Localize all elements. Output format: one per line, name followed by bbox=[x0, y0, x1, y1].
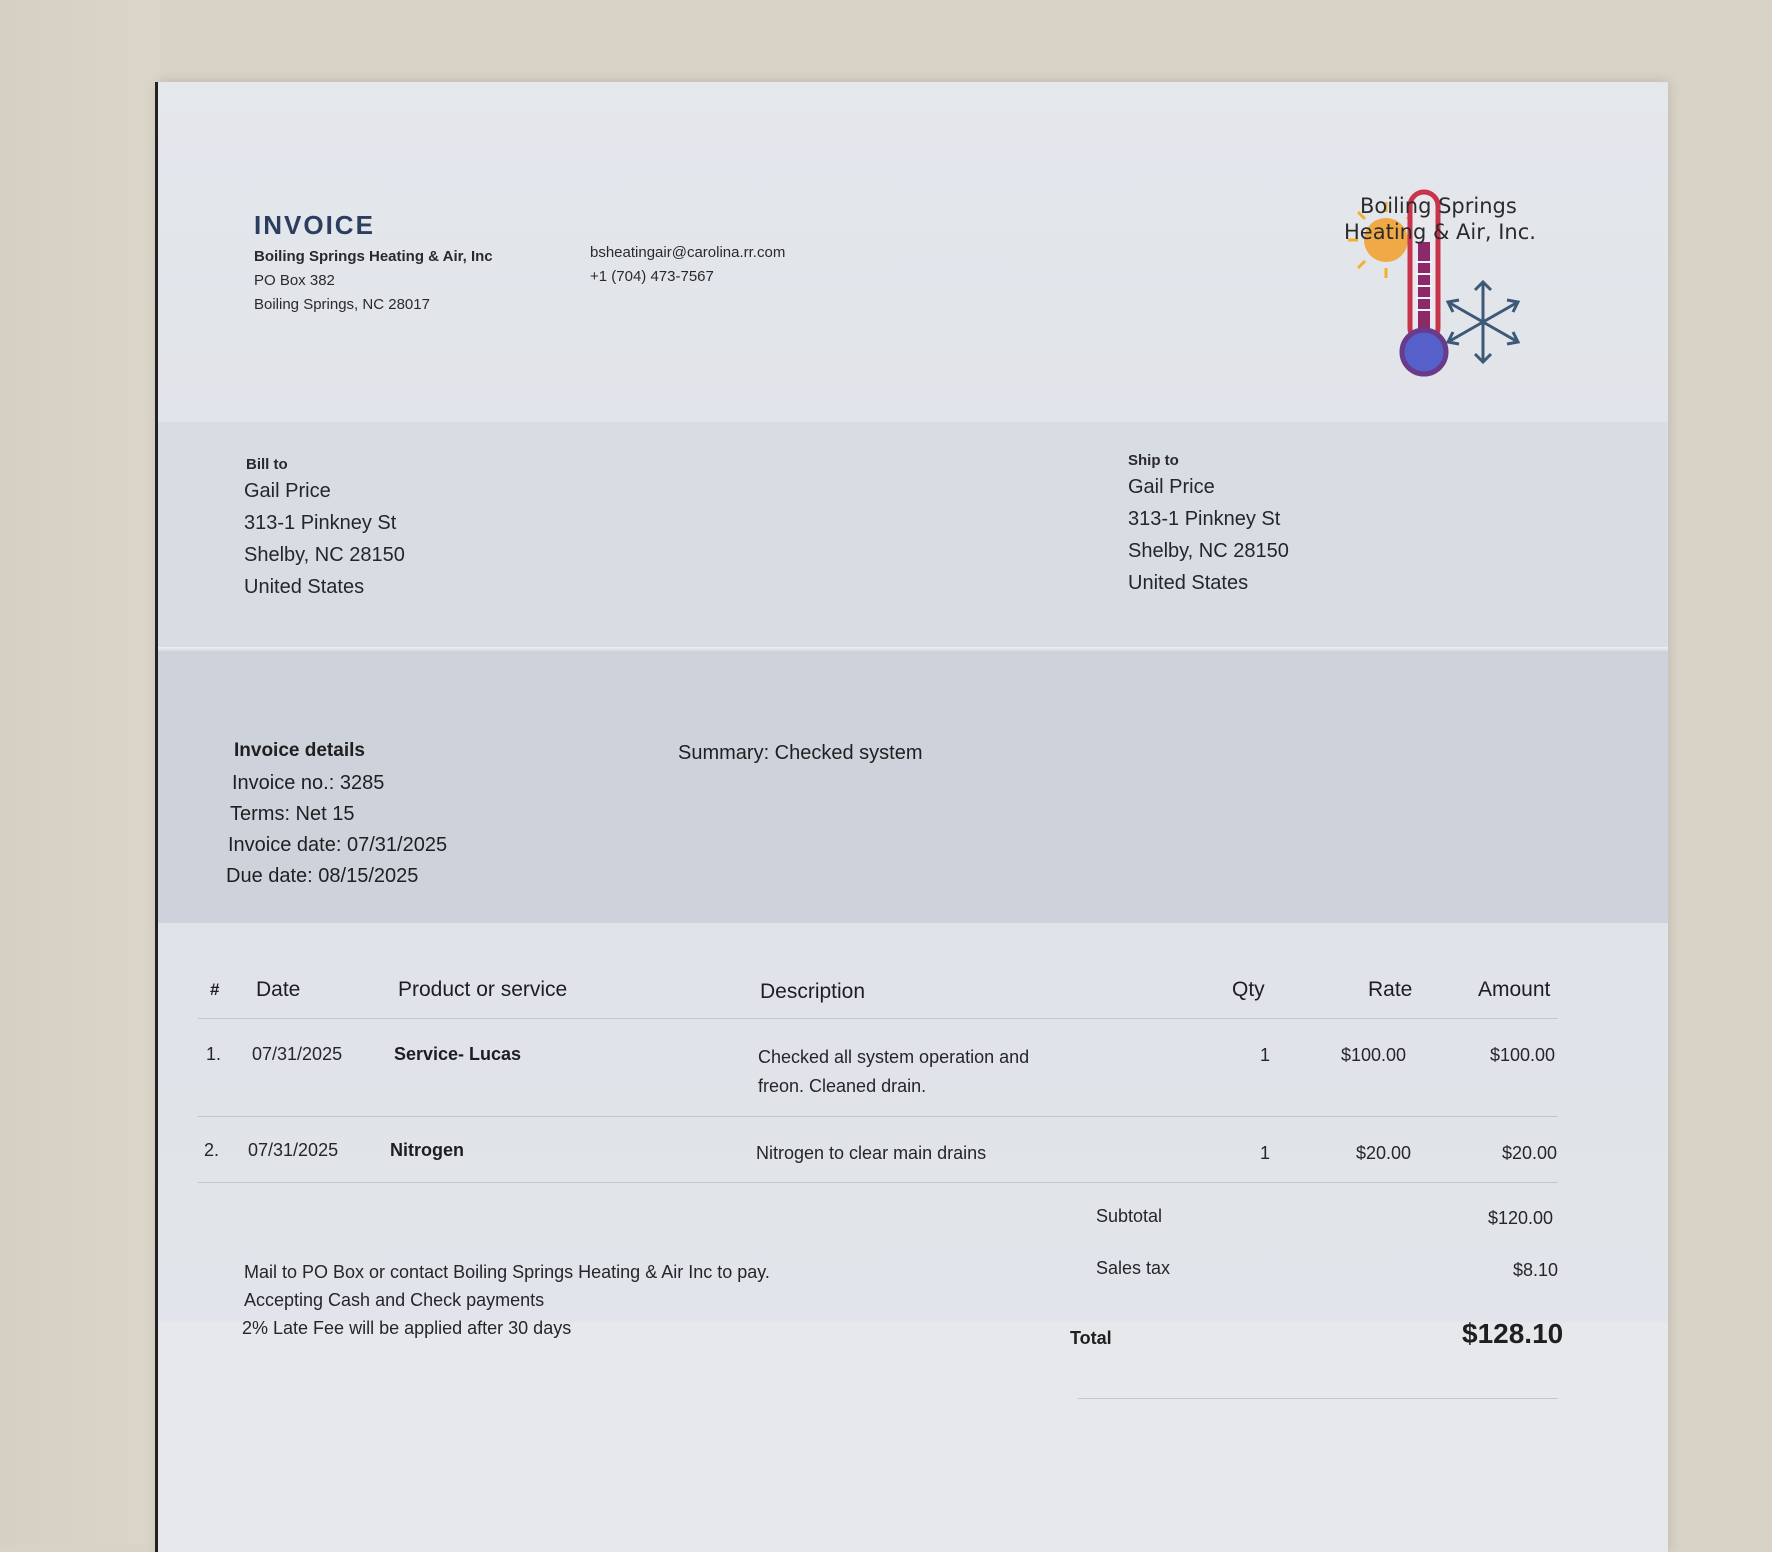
col-header-product: Product or service bbox=[398, 978, 568, 1001]
table-row-rule bbox=[198, 1182, 1558, 1183]
subtotal-value: $120.00 bbox=[1488, 1208, 1554, 1228]
invoice-details-heading: Invoice details bbox=[234, 740, 365, 761]
total-value: $128.10 bbox=[1462, 1318, 1564, 1349]
sales-tax-label: Sales tax bbox=[1096, 1258, 1171, 1278]
row2-product: Nitrogen bbox=[390, 1140, 464, 1160]
row2-amount: $20.00 bbox=[1502, 1143, 1558, 1163]
sales-tax-value: $8.10 bbox=[1513, 1260, 1559, 1280]
bill-to-street: 313-1 Pinkney St bbox=[244, 512, 397, 534]
invoice-number: Invoice no.: 3285 bbox=[232, 772, 385, 794]
invoice-title: INVOICE bbox=[254, 210, 375, 240]
company-address-line2: Boiling Springs, NC 28017 bbox=[254, 296, 430, 313]
total-rule bbox=[1078, 1398, 1558, 1399]
row2-date: 07/31/2025 bbox=[248, 1140, 339, 1160]
company-phone: +1 (704) 473-7567 bbox=[590, 268, 714, 285]
row1-qty: 1 bbox=[1260, 1045, 1271, 1065]
row1-description-line1: Checked all system operation and bbox=[758, 1047, 1030, 1067]
ship-to-label: Ship to bbox=[1128, 452, 1179, 469]
logo-text-line1: Boiling Springs bbox=[1360, 194, 1517, 218]
invoice-date: Invoice date: 07/31/2025 bbox=[228, 834, 448, 856]
row2-qty: 1 bbox=[1260, 1143, 1271, 1163]
payment-note-line3: 2% Late Fee will be applied after 30 days bbox=[242, 1318, 572, 1338]
bill-to-country: United States bbox=[244, 576, 365, 598]
invoice-summary: Summary: Checked system bbox=[678, 742, 923, 764]
row1-rate: $100.00 bbox=[1341, 1045, 1407, 1065]
due-date: Due date: 08/15/2025 bbox=[226, 865, 419, 887]
col-header-rate: Rate bbox=[1368, 978, 1413, 1001]
bill-to-city: Shelby, NC 28150 bbox=[244, 544, 405, 566]
ship-to-country: United States bbox=[1128, 572, 1249, 594]
invoice-terms: Terms: Net 15 bbox=[230, 803, 355, 825]
invoice-page bbox=[158, 82, 1668, 1552]
company-email: bsheatingair@carolina.rr.com bbox=[590, 244, 786, 261]
company-address-line1: PO Box 382 bbox=[254, 272, 335, 289]
total-label: Total bbox=[1070, 1328, 1112, 1348]
col-header-num: # bbox=[210, 980, 220, 999]
ship-to-city: Shelby, NC 28150 bbox=[1128, 540, 1289, 562]
table-header-rule bbox=[198, 1018, 1558, 1019]
company-name: Boiling Springs Heating & Air, Inc bbox=[254, 248, 493, 265]
row1-date: 07/31/2025 bbox=[252, 1044, 343, 1064]
col-header-description: Description bbox=[760, 980, 866, 1003]
col-header-qty: Qty bbox=[1232, 978, 1265, 1001]
bill-to-label: Bill to bbox=[246, 456, 288, 473]
row2-rate: $20.00 bbox=[1356, 1143, 1412, 1163]
bill-to-name: Gail Price bbox=[244, 480, 331, 502]
row1-product: Service- Lucas bbox=[394, 1044, 522, 1064]
subtotal-label: Subtotal bbox=[1096, 1206, 1163, 1226]
ship-to-name: Gail Price bbox=[1128, 476, 1215, 498]
col-header-date: Date bbox=[256, 978, 301, 1001]
lower-band bbox=[158, 1322, 1668, 1552]
row1-amount: $100.00 bbox=[1490, 1045, 1556, 1065]
row2-description-line1: Nitrogen to clear main drains bbox=[756, 1143, 987, 1163]
row1-description-line2: freon. Cleaned drain. bbox=[758, 1076, 927, 1096]
logo-text-line2: Heating & Air, Inc. bbox=[1344, 220, 1536, 244]
table-row-rule bbox=[198, 1116, 1558, 1117]
company-logo bbox=[1328, 182, 1558, 382]
ship-to-street: 313-1 Pinkney St bbox=[1128, 508, 1281, 530]
payment-note-line2: Accepting Cash and Check payments bbox=[244, 1290, 545, 1310]
row2-num: 2. bbox=[204, 1140, 220, 1160]
payment-note-line1: Mail to PO Box or contact Boiling Springs Heating & Air Inc to pay. bbox=[244, 1262, 770, 1282]
background bbox=[0, 0, 160, 1545]
col-header-amount: Amount bbox=[1478, 978, 1551, 1001]
row1-num: 1. bbox=[206, 1044, 222, 1064]
